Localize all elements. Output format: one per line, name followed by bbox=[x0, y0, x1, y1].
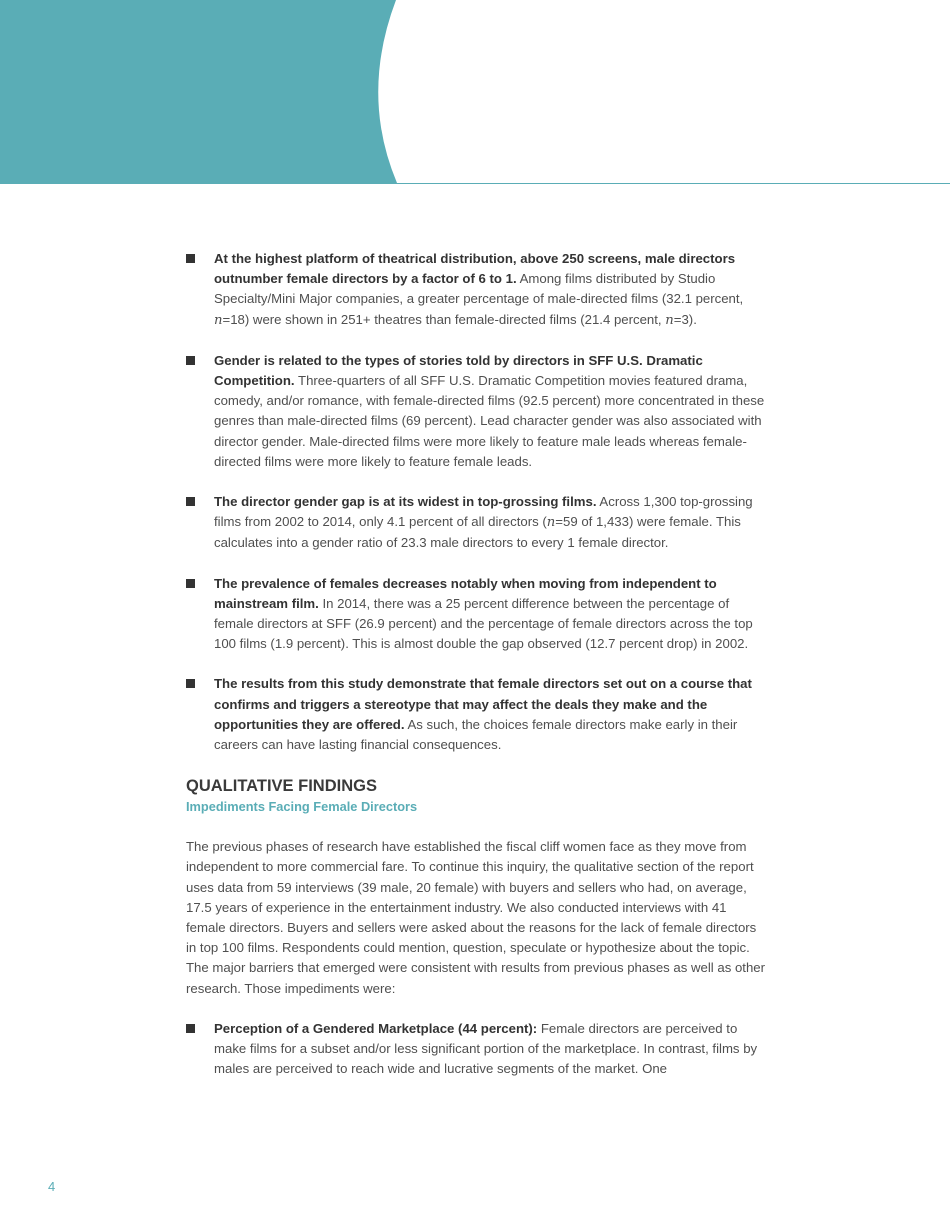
impediments-list bbox=[186, 1019, 768, 1080]
impediment-bold-lead: Perception of a Gendered Marketplace (44 percent): bbox=[214, 1020, 538, 1036]
finding-bold-lead: At the highest platform of theatrical distribution, above 250 screens, male directors outnumber female directors by a factor of 6 to 1. bbox=[214, 251, 736, 287]
square-bullet-icon bbox=[186, 579, 195, 588]
square-bullet-icon bbox=[186, 497, 195, 506]
finding-bold-lead: The prevalence of females decreases notably when moving from independent to mainstream film. bbox=[214, 575, 717, 611]
list-item: The director gender gap is at its widest in top-grossing films. Across 1,300 top-grossing films from 2002 to 2014, only 4.1 percent of all directors (n=59 of 1,433) were female. This calculates into a gender ratio of 23.3 male directors to every 1 female director. bbox=[186, 492, 768, 554]
square-bullet-icon bbox=[186, 356, 195, 365]
section-subheading: Impediments Facing Female Directors bbox=[186, 799, 418, 815]
key-findings-list bbox=[186, 249, 768, 755]
square-bullet-icon bbox=[186, 254, 195, 263]
list-item: Perception of a Gendered Marketplace (44 percent): Female directors are perceived to make films for a subset and/or less significant portion of the marketplace. In contrast, films by males are perceived to reach wide and lucrative segments of the market. One bbox=[186, 1019, 768, 1080]
list-item: At the highest platform of theatrical distribution, above 250 screens, male directors outnumber female directors by a factor of 6 to 1. Among films distributed by Studio Specialty/Mini Major companies, a greater percentage of male-directed films (32.1 percent, n=18) were shown in 251+ theatres than female-directed films (21.4 percent, n=3). bbox=[186, 249, 768, 331]
square-bullet-icon bbox=[186, 1024, 195, 1033]
square-bullet-icon bbox=[186, 679, 195, 688]
body-paragraph: The previous phases of research have established the fiscal cliff women face as they move from independent to more commercial fare. To continue this inquiry, the qualitative section of the report uses data from 59 interviews (39 male, 20 female) with buyers and sellers who had, on average, 17.5 years of experience in the entertainment industry. We also conducted interviews with 41 female directors. Buyers and sellers were asked about the reasons for the lack of female directors in top 100 films. Respondents could mention, question, speculate or hypothesize about the topic. The major barriers that emerged were consistent with results from previous phases as well as other research. Those impediments were: bbox=[186, 839, 766, 996]
section-heading: QUALITATIVE FINDINGS bbox=[186, 777, 377, 796]
page-number: 4 bbox=[48, 1179, 56, 1194]
list-item: The prevalence of females decreases notably when moving from independent to mainstream film. In 2014, there was a 25 percent difference between the percentage of female directors at SFF (26.9 percent) and the percentage of female directors across the top 100 films (1.9 percent). This is almost double the gap observed (12.7 percent drop) in 2002. bbox=[186, 574, 768, 655]
finding-bold-lead: The results from this study demonstrate that female directors set out on a course that confirms and triggers a stereotype that may affect the deals they make and the opportunities they are offered. bbox=[214, 676, 752, 732]
header-banner bbox=[0, 0, 950, 186]
list-item: Gender is related to the types of stories told by directors in SFF U.S. Dramatic Competition. Three-quarters of all SFF U.S. Dramatic Competition movies featured drama, comedy, and/or romance, with female-directed films (92.5 percent) more concentrated in these genres than male-directed films (69 percent). Lead character gender was also associated with director gender. Male-directed films were more likely to feature male leads whereas female-directed films were more likely to feature female leads. bbox=[186, 351, 768, 472]
list-item: The results from this study demonstrate that female directors set out on a course that confirms and triggers a stereotype that may affect the deals they make and the opportunities they are offered. As such, the choices female directors make early in their careers can have lasting financial consequences. bbox=[186, 674, 768, 755]
main-content bbox=[186, 249, 768, 1100]
finding-bold-lead: Gender is related to the types of stories told by directors in SFF U.S. Dramatic Competition. bbox=[214, 352, 703, 389]
teal-header-shape bbox=[0, 0, 397, 183]
finding-bold-lead: The director gender gap is at its widest in top-grossing films. bbox=[214, 494, 597, 510]
